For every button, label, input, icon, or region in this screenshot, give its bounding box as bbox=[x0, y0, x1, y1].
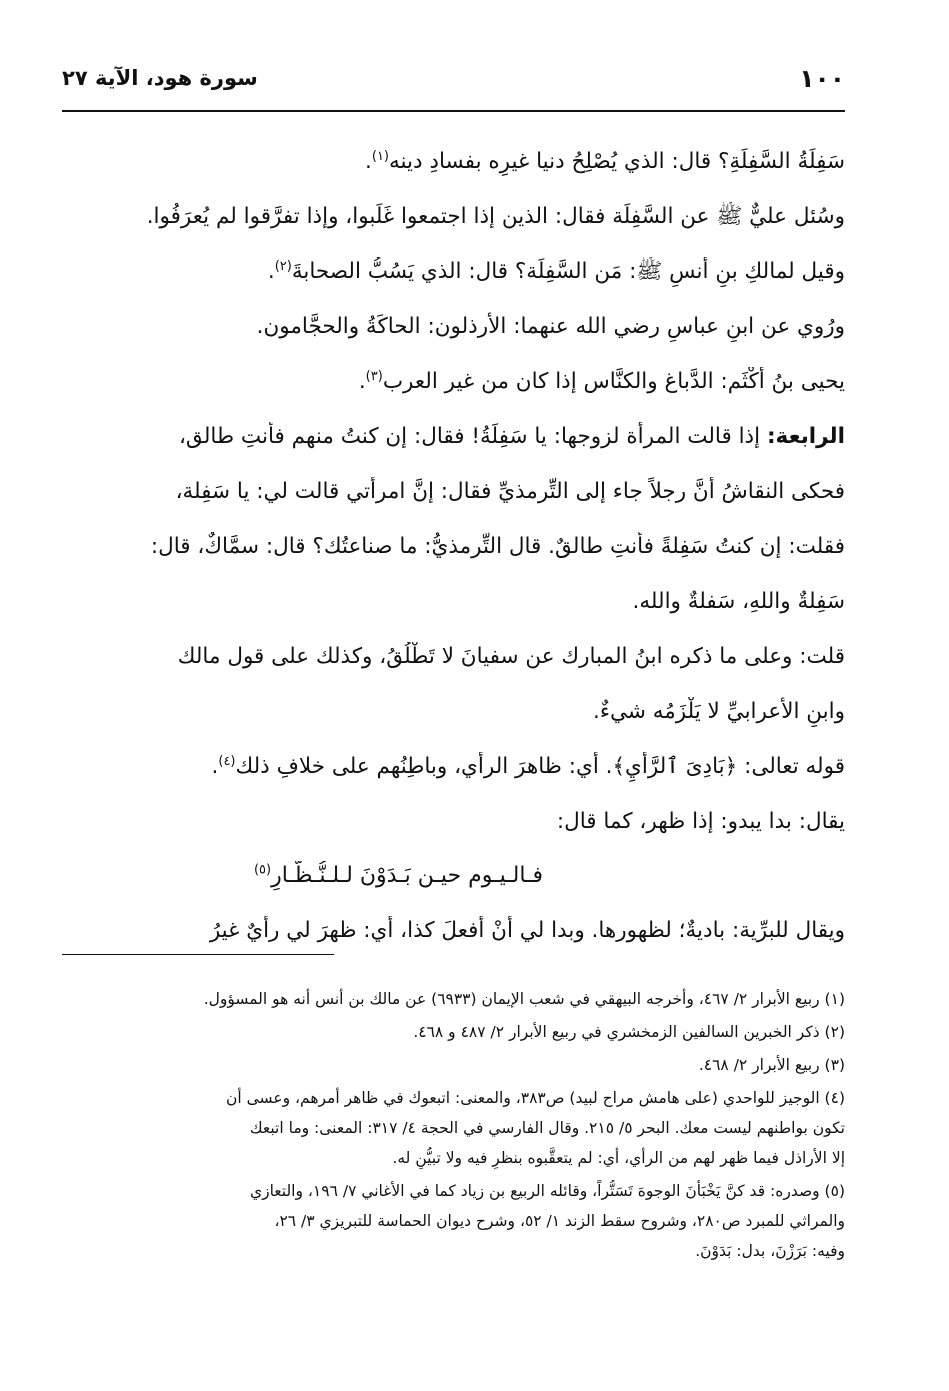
footnotes bbox=[62, 988, 845, 1273]
footnote-5-cont: وفيه: بَرَزْنَ، بدل: بَدَوْنَ. bbox=[695, 1242, 845, 1260]
footnote-5: (٥) وصدره: قد كنَّ يَخْبَأْنَ الوجوهَ تَسَتُّراً، وقائله الربيع بن زياد كما في الأغاني ٧/ ١٩٦، والتعازي bbox=[249, 1182, 845, 1200]
text-line: وسُئل عليٌّ ﷺ عن السَّفِلَة فقال: الذين إذا اجتمعوا غَلَبوا، وإذا تفرَّقوا لم يُعرَفُوا. bbox=[146, 204, 845, 229]
text-line: يقال: بدا يبدو: إذا ظهر، كما قال: bbox=[556, 809, 845, 834]
footnote-2: (٢) ذكر الخبرين السالفين الزمخشري في ربيع الأبرار ٢/ ٤٨٧ و ٤٦٨. bbox=[413, 1023, 845, 1041]
footnote-rule bbox=[62, 954, 334, 955]
footnote-4-cont: تكون بواطنهم ليست معك. البحر ٥/ ٢١٥. وقال الفارسي في الحجة ٤/ ٣١٧: المعنى: وما اتبعك bbox=[249, 1119, 845, 1137]
footnote-ref: (٥) bbox=[253, 862, 272, 878]
text-line: سَفِلَةُ السَّفِلَةِ؟ قال: الذي يُصْلِحُ دنيا غيرِه بفسادِ دينه$^{(١)}$. bbox=[365, 148, 845, 174]
text-line: ويقال للبرِّية: باديةٌ؛ لظهورها. وبدا لي أنْ أفعلَ كذا، أي: ظهرَ لي رأيٌ غيرُ bbox=[209, 918, 845, 943]
footnote-5-cont: والمراثي للمبرد ص٢٨٠، وشروح سقط الزند ١/ ٥٢، وشرح ديوان الحماسة للتبريزي ٣/ ٢٦، bbox=[274, 1212, 845, 1230]
main-text bbox=[62, 147, 845, 971]
footnote-ref: (١) bbox=[371, 148, 389, 164]
text-line: قوله تعالى: ﴿بَادِىَ ٱلرَّأْيِ﴾. أي: ظاهرَ الرأي، وباطِنُهم على خلافِ ذلك$^{(٤)}$. bbox=[211, 753, 845, 779]
text-line: سَفِلةٌ واللهِ، سَفلةٌ والله. bbox=[632, 589, 845, 614]
text-line: قلت: وعلى ما ذكره ابنُ المبارك عن سفيانَ لا تَطْلُقُ، وكذلك على قول مالك bbox=[177, 644, 845, 669]
poem-line: فـالـيـوم حيـن بَـدَوْنَ لـلـنُّـظَّـارِ$^{(٥)}$ bbox=[253, 862, 544, 888]
footnote-ref: (٤) bbox=[218, 753, 236, 769]
footnote-4: (٤) الوجيز للواحدي (على هامش مراح لبيد) ص٣٨٣، والمعنى: اتبعوك في ظاهر أمرهم، وعسى أن bbox=[225, 1089, 845, 1107]
rabia-label: الرابعة: bbox=[766, 424, 845, 449]
page-number: ١٠٠ bbox=[799, 64, 845, 93]
footnote-1: (١) ربيع الأبرار ٢/ ٤٦٧، وأخرجه البيهقي في شعب الإيمان (٦٩٣٣) عن مالك بن أنس أنه هو المسؤول. bbox=[203, 990, 845, 1008]
footnote-ref: (٢) bbox=[274, 258, 292, 274]
text-line: فقلت: إن كنتُ سَفِلةً فأنتِ طالقٌ. قال التِّرمذيُّ: ما صناعتُك؟ قال: سمَّاكٌ، قال: bbox=[150, 534, 845, 559]
footnote-4-cont: إلا الأراذل فيما ظهر لهم من الرأي، أي: لم يتعقَّبوه بنظرٍ فيه ولا تبيُّنٍ له. bbox=[392, 1149, 845, 1167]
header-rule bbox=[62, 110, 845, 112]
text-line: ورُوي عن ابنِ عباسٍ رضي الله عنهما: الأرذلون: الحاكَةُ والحجَّامون. bbox=[256, 314, 845, 339]
footnote-ref: (٣) bbox=[365, 368, 383, 384]
running-head-surah: سورة هود، الآية ٢٧ bbox=[62, 66, 258, 90]
text-line: يحيى بنُ أكْثَم: الدَّباغ والكنَّاس إذا كان من غير العرب$^{(٣)}$. bbox=[358, 368, 845, 394]
text-line: فحكى النقاشُ أنَّ رجلاً جاء إلى التِّرمذيِّ فقال: إنَّ امرأتي قالت لي: يا سَفِلة، bbox=[175, 479, 845, 504]
page-header bbox=[62, 62, 845, 102]
text-line: الرابعة: إذا قالت المرأة لزوجها: يا سَفِلَةُ! فقال: إن كنتُ منهم فأنتِ طالق، bbox=[178, 424, 845, 449]
footnote-3: (٣) ربيع الأبرار ٢/ ٤٦٨. bbox=[698, 1056, 845, 1074]
text-line: وابنِ الأعرابيِّ لا يَلْزَمُه شيءٌ. bbox=[593, 699, 845, 724]
text-line: وقيل لمالكِ بنِ أنسٍ ﷺ: مَن السَّفِلَة؟ قال: الذي يَسُبُّ الصحابةَ$^{(٢)}$. bbox=[267, 258, 845, 284]
